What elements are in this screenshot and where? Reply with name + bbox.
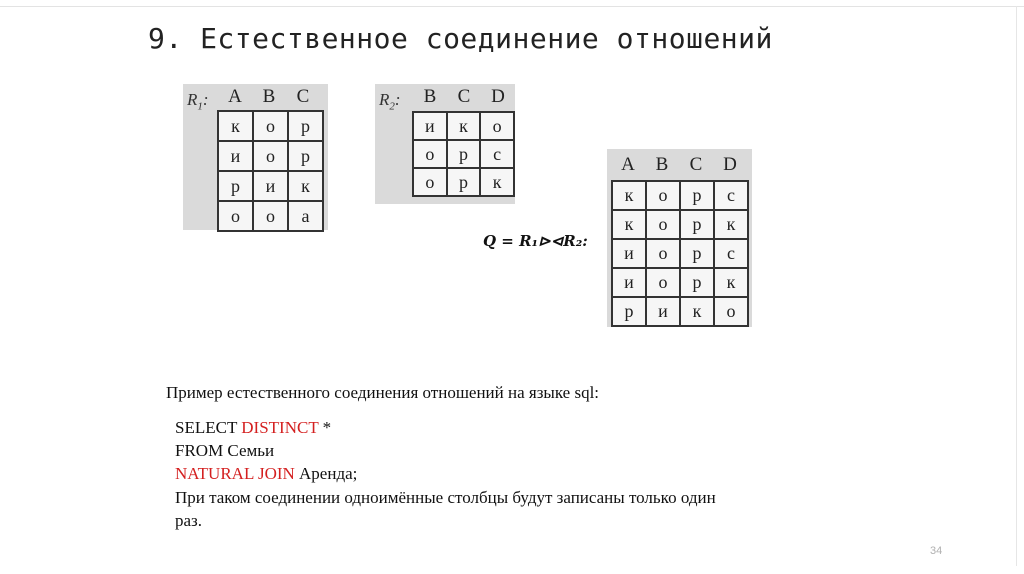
table-row bbox=[612, 297, 748, 326]
table-cell: о bbox=[413, 168, 447, 196]
table-cell: и bbox=[612, 239, 646, 268]
table-cell: и bbox=[646, 297, 680, 326]
table-cell: с bbox=[714, 239, 748, 268]
sql-from-line: FROM Семьи bbox=[175, 441, 275, 460]
table-row bbox=[413, 112, 514, 140]
table-cell: а bbox=[288, 201, 323, 231]
table-cell: к bbox=[218, 111, 253, 141]
table-cell: к bbox=[447, 112, 481, 140]
top-divider bbox=[0, 6, 1024, 7]
column-header: D bbox=[491, 86, 505, 107]
table-cell: о bbox=[646, 239, 680, 268]
sql-keyword-natural-join: NATURAL JOIN bbox=[175, 464, 295, 483]
relation-r2-table bbox=[412, 111, 515, 197]
relation-r1-letter: R bbox=[187, 90, 198, 109]
relation-r1-subscript: 1 bbox=[197, 100, 203, 113]
result-relation-image bbox=[607, 149, 752, 327]
table-cell: р bbox=[447, 168, 481, 196]
note-line-1: При таком соединении одноимённые столбцы будут записаны только один bbox=[175, 488, 716, 507]
table-cell: р bbox=[288, 111, 323, 141]
natural-join-formula: Q = R₁⊳⊲R₂: bbox=[483, 232, 588, 250]
table-cell: о bbox=[253, 201, 288, 231]
table-cell: и bbox=[612, 268, 646, 297]
table-row bbox=[612, 268, 748, 297]
page-number: 34 bbox=[930, 545, 943, 557]
relation-r1-table bbox=[217, 110, 324, 232]
relation-r1-label bbox=[187, 90, 209, 112]
table-cell: с bbox=[714, 181, 748, 210]
table-cell: к bbox=[714, 268, 748, 297]
table-cell: р bbox=[680, 268, 714, 297]
table-cell: о bbox=[646, 181, 680, 210]
table-cell: р bbox=[680, 181, 714, 210]
relation-r2-label bbox=[379, 90, 401, 112]
table-cell: и bbox=[413, 112, 447, 140]
table-cell: о bbox=[253, 141, 288, 171]
table-cell: о bbox=[646, 268, 680, 297]
table-row bbox=[218, 201, 323, 231]
table-row bbox=[612, 239, 748, 268]
sql-keyword-distinct: DISTINCT bbox=[241, 418, 319, 437]
relation-r2-colon: : bbox=[394, 90, 401, 109]
table-row bbox=[612, 210, 748, 239]
relation-r1-header bbox=[218, 86, 320, 108]
column-header: C bbox=[689, 154, 703, 175]
table-cell: о bbox=[253, 111, 288, 141]
relation-r1-colon: : bbox=[202, 90, 209, 109]
sql-select-line bbox=[175, 418, 331, 438]
column-header: B bbox=[655, 154, 669, 175]
table-cell: с bbox=[480, 140, 514, 168]
result-relation-table bbox=[611, 180, 749, 327]
table-cell: р bbox=[447, 140, 481, 168]
table-cell: р bbox=[612, 297, 646, 326]
table-cell: к bbox=[680, 297, 714, 326]
table-row bbox=[218, 111, 323, 141]
relation-r1-image bbox=[183, 84, 328, 230]
column-header: C bbox=[457, 86, 471, 107]
table-cell: р bbox=[680, 210, 714, 239]
table-cell: к bbox=[612, 181, 646, 210]
table-cell: к bbox=[288, 171, 323, 201]
table-row bbox=[612, 181, 748, 210]
column-header: B bbox=[423, 86, 437, 107]
relation-r2-subscript: 2 bbox=[389, 100, 395, 113]
table-cell: о bbox=[646, 210, 680, 239]
sql-keyword-select: SELECT bbox=[175, 418, 238, 437]
sql-select-star: * bbox=[322, 418, 332, 437]
column-header: A bbox=[228, 86, 242, 107]
table-cell: и bbox=[253, 171, 288, 201]
table-cell: к bbox=[714, 210, 748, 239]
table-row bbox=[218, 171, 323, 201]
table-cell: о bbox=[413, 140, 447, 168]
sql-join-line bbox=[175, 464, 357, 484]
table-cell: к bbox=[612, 210, 646, 239]
table-cell: и bbox=[218, 141, 253, 171]
right-divider bbox=[1016, 6, 1017, 566]
table-cell: к bbox=[480, 168, 514, 196]
column-header: D bbox=[723, 154, 737, 175]
table-cell: о bbox=[218, 201, 253, 231]
table-cell: р bbox=[680, 239, 714, 268]
relation-r2-letter: R bbox=[379, 90, 390, 109]
relation-r2-image bbox=[375, 84, 515, 204]
example-heading: Пример естественного соединения отношений на языке sql: bbox=[166, 383, 600, 402]
column-header: B bbox=[262, 86, 276, 107]
relation-r2-header bbox=[413, 86, 515, 108]
column-header: C bbox=[296, 86, 310, 107]
table-row bbox=[413, 168, 514, 196]
table-row bbox=[218, 141, 323, 171]
table-cell: о bbox=[480, 112, 514, 140]
sql-join-table: Аренда; bbox=[299, 464, 358, 483]
slide-title: 9. Естественное соединение отношений bbox=[148, 22, 773, 55]
result-relation-header bbox=[611, 154, 747, 176]
column-header: A bbox=[621, 154, 635, 175]
table-cell: р bbox=[218, 171, 253, 201]
note-line-2: раз. bbox=[175, 511, 203, 530]
table-cell: р bbox=[288, 141, 323, 171]
table-cell: о bbox=[714, 297, 748, 326]
table-row bbox=[413, 140, 514, 168]
